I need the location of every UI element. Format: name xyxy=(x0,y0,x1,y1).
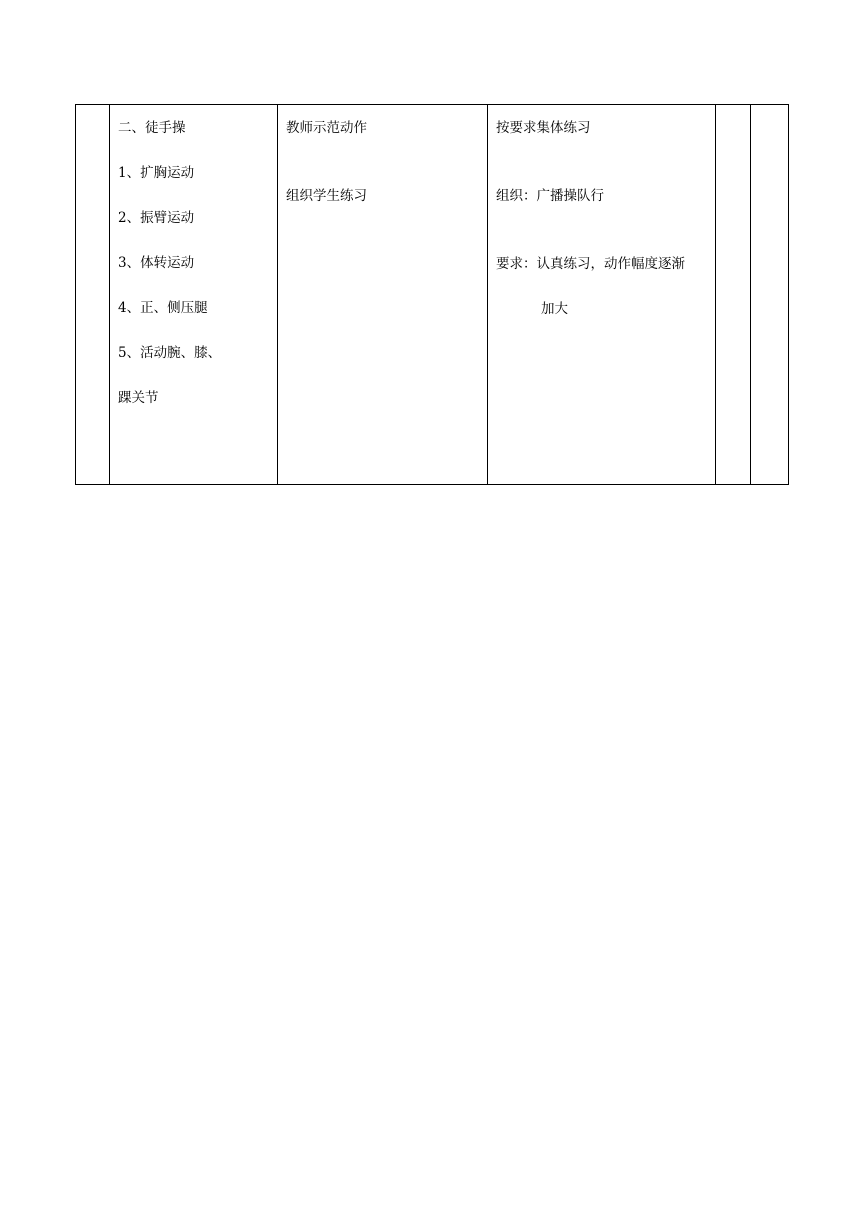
list-item xyxy=(118,286,277,331)
item-number: 5 xyxy=(118,345,127,361)
teacher-line-demo: 教师示范动作 xyxy=(286,120,367,136)
student-line-practice: 按要求集体练习 xyxy=(496,120,591,136)
item-label: 、体转运动 xyxy=(126,255,195,271)
list-item xyxy=(118,151,277,196)
lesson-plan-table xyxy=(75,104,789,485)
list-item-continuation: 踝关节 xyxy=(118,390,159,406)
content-list xyxy=(110,105,277,421)
item-label: 、扩胸运动 xyxy=(126,165,195,181)
spacer xyxy=(286,151,487,174)
table-cell-count xyxy=(716,105,751,485)
list-item xyxy=(118,241,277,286)
spacer xyxy=(496,219,715,242)
item-number: 3 xyxy=(118,255,127,271)
student-line-requirement: 要求：认真练习，动作幅度逐渐 xyxy=(496,256,685,272)
table-cell-intensity xyxy=(751,105,789,485)
table-cell-student xyxy=(488,105,716,485)
student-activities xyxy=(488,105,715,332)
item-label: 、活动腕、膝、 xyxy=(126,345,222,361)
table-cell-teacher xyxy=(278,105,488,485)
item-number: 1 xyxy=(118,165,127,181)
cell-text-empty xyxy=(751,105,788,106)
cell-text-empty xyxy=(76,105,109,106)
student-line-organization: 组织：广播操队行 xyxy=(496,188,604,204)
item-label: 、振臂运动 xyxy=(126,210,195,226)
list-item xyxy=(118,196,277,241)
table-cell-content xyxy=(110,105,278,485)
student-line-requirement-cont: 加大 xyxy=(541,301,568,317)
list-item xyxy=(118,331,277,376)
item-number: 2 xyxy=(118,210,127,226)
content-heading: 二、徒手操 xyxy=(118,120,186,136)
cell-text-empty xyxy=(716,105,750,106)
item-label: 、正、侧压腿 xyxy=(126,300,208,316)
spacer xyxy=(496,151,715,174)
table-cell-time xyxy=(76,105,110,485)
table-row xyxy=(76,105,789,485)
item-number: 4 xyxy=(118,300,127,316)
teacher-activities xyxy=(278,105,487,219)
teacher-line-organize: 组织学生练习 xyxy=(286,188,367,204)
